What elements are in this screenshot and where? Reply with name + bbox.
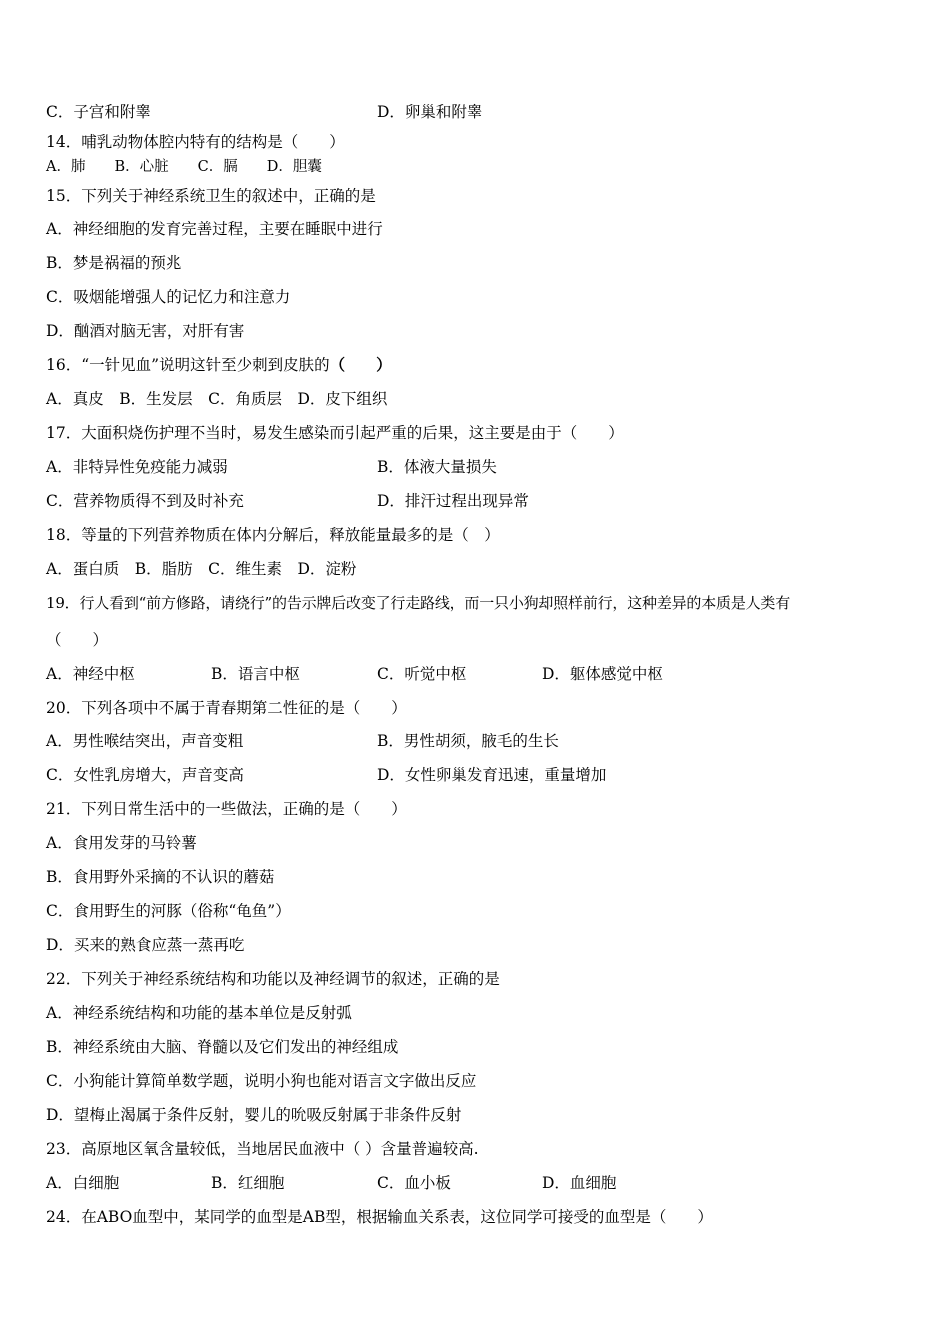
q22-option-a: A．神经系统结构和功能的基本单位是反射弧	[46, 1004, 352, 1022]
q23-option-a: A．白细胞	[46, 1174, 120, 1192]
q13-option-c: C．子宫和附睾	[46, 103, 151, 121]
q13-option-d: D．卵巢和附睾	[377, 103, 483, 121]
q14-stem: 14．哺乳动物体腔内特有的结构是（ ）	[46, 133, 345, 151]
q21-option-b: B．食用野外采摘的不认识的蘑菇	[46, 868, 275, 886]
q16-options: A．真皮 B．生发层 C．角质层 D．皮下组织	[46, 390, 388, 408]
q19-option-d: D．躯体感觉中枢	[542, 665, 663, 683]
q21-option-a: A．食用发芽的马铃薯	[46, 834, 197, 852]
q18-options: A．蛋白质 B．脂肪 C．维生素 D．淀粉	[46, 560, 357, 578]
q20-option-b: B．男性胡须，腋毛的生长	[377, 732, 559, 750]
q20-stem: 20．下列各项中不属于青春期第二性征的是（ ）	[46, 699, 407, 717]
q22-stem: 22．下列关于神经系统结构和功能以及神经调节的叙述，正确的是	[46, 970, 500, 988]
q20-option-d: D．女性卵巢发育迅速，重量增加	[377, 766, 607, 784]
q15-option-b: B．梦是祸福的预兆	[46, 254, 182, 272]
q19-option-b: B．语言中枢	[211, 665, 300, 683]
q22-option-b: B．神经系统由大脑、脊髓以及它们发出的神经组成	[46, 1038, 399, 1056]
q22-option-c: C．小狗能计算简单数学题，说明小狗也能对语言文字做出反应	[46, 1072, 477, 1090]
q17-option-d: D．排汗过程出现异常	[377, 492, 529, 510]
q15-option-a: A．神经细胞的发育完善过程，主要在睡眠中进行	[46, 220, 383, 238]
q20-option-a: A．男性喉结突出，声音变粗	[46, 732, 244, 750]
q23-option-c: C．血小板	[377, 1174, 451, 1192]
q19-option-c: C．听觉中枢	[377, 665, 467, 683]
q21-stem: 21．下列日常生活中的一些做法，正确的是（ ）	[46, 800, 407, 818]
q17-stem: 17．大面积烧伤护理不当时，易发生感染而引起严重的后果，这主要是由于（ ）	[46, 424, 624, 442]
q17-option-a: A．非特异性免疫能力减弱	[46, 458, 228, 476]
q17-option-c: C．营养物质得不到及时补充	[46, 492, 244, 510]
q23-option-d: D．血细胞	[542, 1174, 617, 1192]
q17-option-b: B．体液大量损失	[377, 458, 497, 476]
q21-option-c: C．食用野生的河豚（俗称“龟鱼”）	[46, 902, 291, 920]
q23-option-b: B．红细胞	[211, 1174, 285, 1192]
q15-option-d: D．酗酒对脑无害，对肝有害	[46, 322, 245, 340]
q24-stem: 24．在ABO血型中，某同学的血型是AB型，根据输血关系表，这位同学可接受的血型是（ ）	[46, 1208, 713, 1226]
q19-option-a: A．神经中枢	[46, 665, 135, 683]
q15-stem: 15．下列关于神经系统卫生的叙述中，正确的是	[46, 187, 376, 205]
q18-stem: 18．等量的下列营养物质在体内分解后，释放能量最多的是（ ）	[46, 526, 500, 544]
q16-answer-paren: （ ）	[329, 355, 392, 374]
q19-stem: 19．行人看到“前方修路，请绕行”的告示牌后改变了行走路线，而一只小狗却照样前行，这种差异的本质是人类有	[46, 594, 791, 612]
q23-stem: 23．高原地区氧含量较低，当地居民血液中（ ）含量普遍较高.	[46, 1140, 479, 1158]
q22-option-d: D．望梅止渴属于条件反射，婴儿的吮吸反射属于非条件反射	[46, 1106, 462, 1124]
q19-answer-paren: （ ）	[46, 631, 109, 649]
q15-option-c: C．吸烟能增强人的记忆力和注意力	[46, 288, 291, 306]
q16-stem: 16．“一针见血”说明这针至少刺到皮肤的	[46, 356, 330, 374]
q20-option-c: C．女性乳房增大，声音变高	[46, 766, 244, 784]
q16-question	[46, 355, 392, 375]
q14-options: A．肺 B．心脏 C．膈 D．胆囊	[46, 159, 322, 175]
q21-option-d: D．买来的熟食应蒸一蒸再吃	[46, 936, 245, 954]
